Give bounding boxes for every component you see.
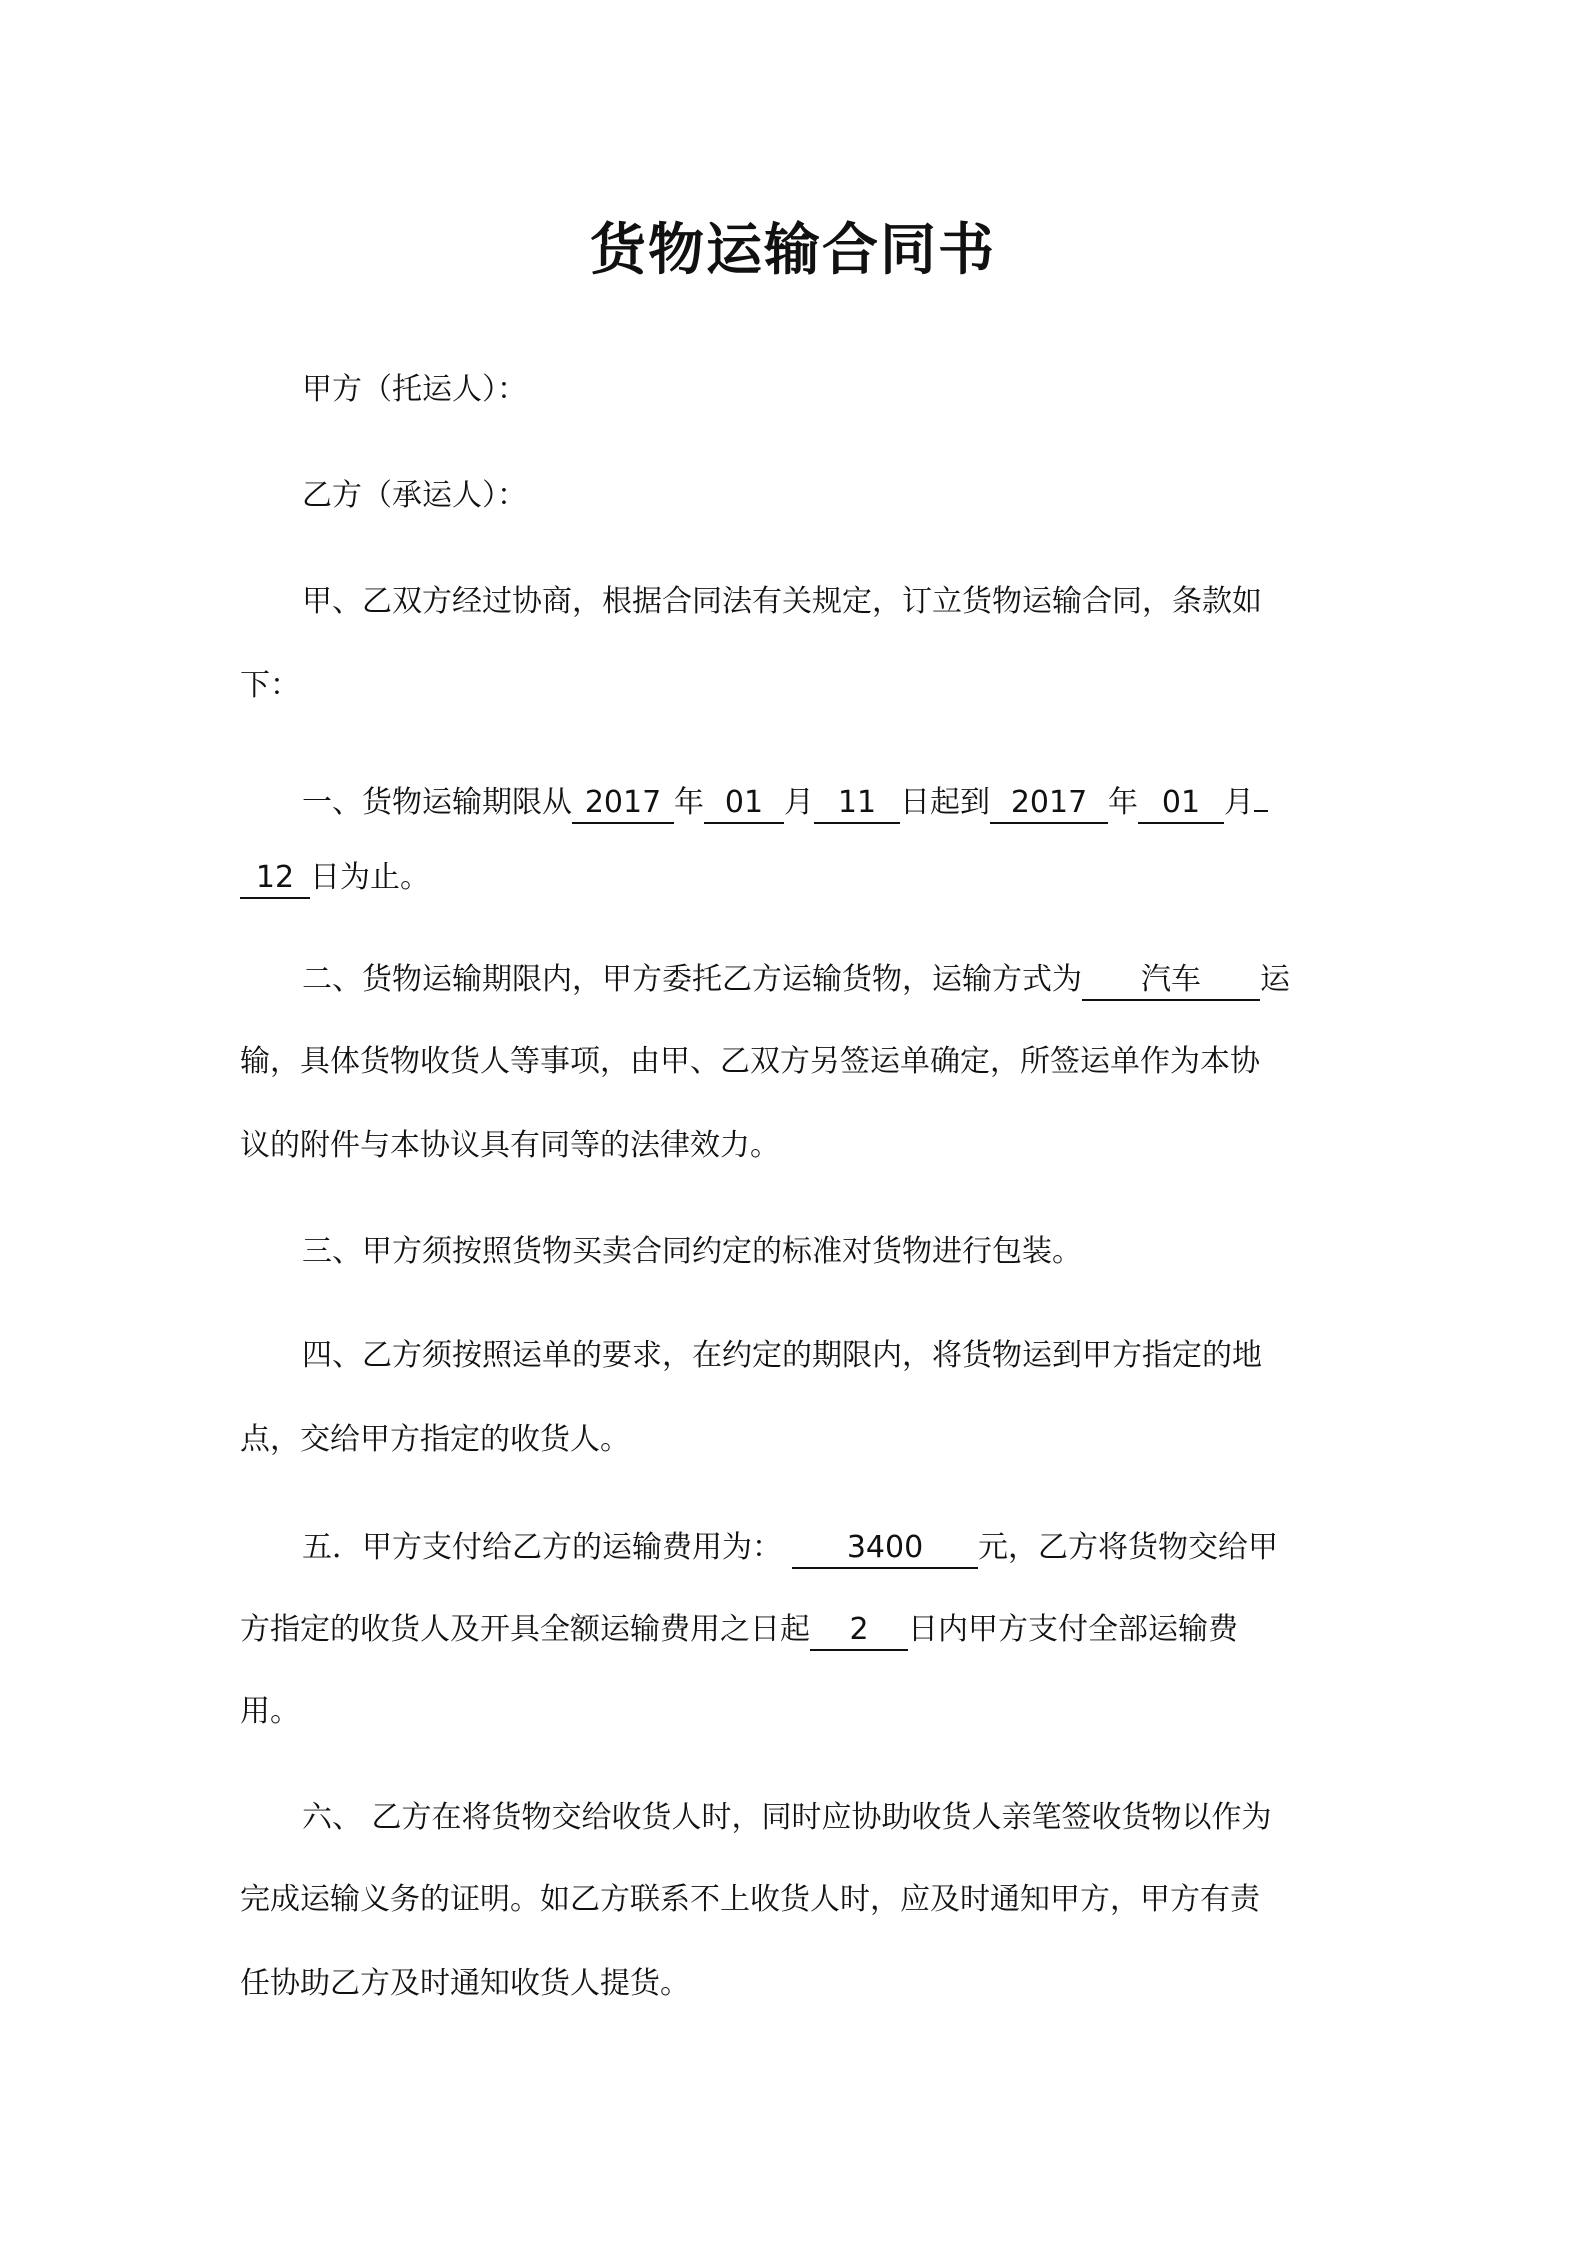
clause-1-line-1 xyxy=(302,772,1268,825)
clause-2-line-2: 输，具体货物收货人等事项，由甲、乙双方另签运单确定，所签运单作为本协 xyxy=(240,1044,1260,1079)
clause-5-line-2 xyxy=(240,1608,1238,1652)
clause-6-line-2: 完成运输义务的证明。如乙方联系不上收货人时，应及时通知甲方，甲方有责 xyxy=(240,1882,1260,1917)
end-year-blank: 2017 xyxy=(990,784,1108,824)
clause-6-line-3: 任协助乙方及时通知收货人提货。 xyxy=(240,1966,690,2001)
clause-2-text-a: 二、货物运输期限内，甲方委托乙方运输货物，运输方式为 xyxy=(302,962,1082,997)
intro-line-2: 下： xyxy=(240,668,300,703)
clause-1-text-b: 年 xyxy=(674,785,704,820)
clause-2-line-1 xyxy=(302,958,1290,1002)
clause-1-line-2 xyxy=(240,856,430,900)
clause-1-text-c: 月 xyxy=(784,785,814,820)
document-title: 货物运输合同书 xyxy=(590,218,996,283)
start-year-blank: 2017 xyxy=(572,784,674,824)
fee-blank: 3400 xyxy=(792,1529,978,1569)
month-trail-blank xyxy=(1254,772,1268,812)
start-day-blank: 11 xyxy=(814,784,900,824)
clause-5-text-d: 日内甲方支付全部运输费 xyxy=(908,1612,1238,1647)
clause-3-line: 三、甲方须按照货物买卖合同约定的标准对货物进行包装。 xyxy=(302,1234,1082,1269)
party-a-line: 甲方（托运人）： xyxy=(302,372,527,407)
clause-2-text-b: 运 xyxy=(1260,962,1290,997)
party-b-line: 乙方（承运人）： xyxy=(302,478,527,513)
intro-line-1: 甲、乙双方经过协商，根据合同法有关规定，订立货物运输合同，条款如 xyxy=(302,584,1262,619)
clause-1-text-e: 年 xyxy=(1108,785,1138,820)
transport-method-blank xyxy=(1082,961,1260,1001)
clause-1-text-a: 一、货物运输期限从 xyxy=(302,785,572,820)
clause-5-text-c: 方指定的收货人及开具全额运输费用之日起 xyxy=(240,1612,810,1647)
clause-2-line-3: 议的附件与本协议具有同等的法律效力。 xyxy=(240,1128,780,1163)
end-month-blank: 01 xyxy=(1138,784,1224,824)
start-month-blank: 01 xyxy=(704,784,784,824)
clause-5-line-1 xyxy=(302,1526,1278,1570)
clause-1-text-d: 日起到 xyxy=(900,785,990,820)
clause-4-line-1: 四、乙方须按照运单的要求，在约定的期限内，将货物运到甲方指定的地 xyxy=(302,1338,1262,1373)
clause-6-line-1: 六、 乙方在将货物交给收货人时，同时应协助收货人亲笔签收货物以作为 xyxy=(302,1800,1272,1835)
clause-5-text-b: 元，乙方将货物交给甲 xyxy=(978,1530,1278,1565)
payment-days-blank: 2 xyxy=(810,1611,908,1651)
end-day-blank: 12 xyxy=(240,859,310,899)
clause-5-text-a: 五．甲方支付给乙方的运输费用为： xyxy=(302,1530,782,1565)
clause-4-line-2: 点，交给甲方指定的收货人。 xyxy=(240,1422,630,1457)
transport-method-value: 汽车 xyxy=(1141,962,1201,997)
clause-5-line-3: 用。 xyxy=(240,1694,300,1729)
clause-1-text-f: 月 xyxy=(1224,785,1254,820)
clause-1-text-g: 日为止。 xyxy=(310,860,430,895)
